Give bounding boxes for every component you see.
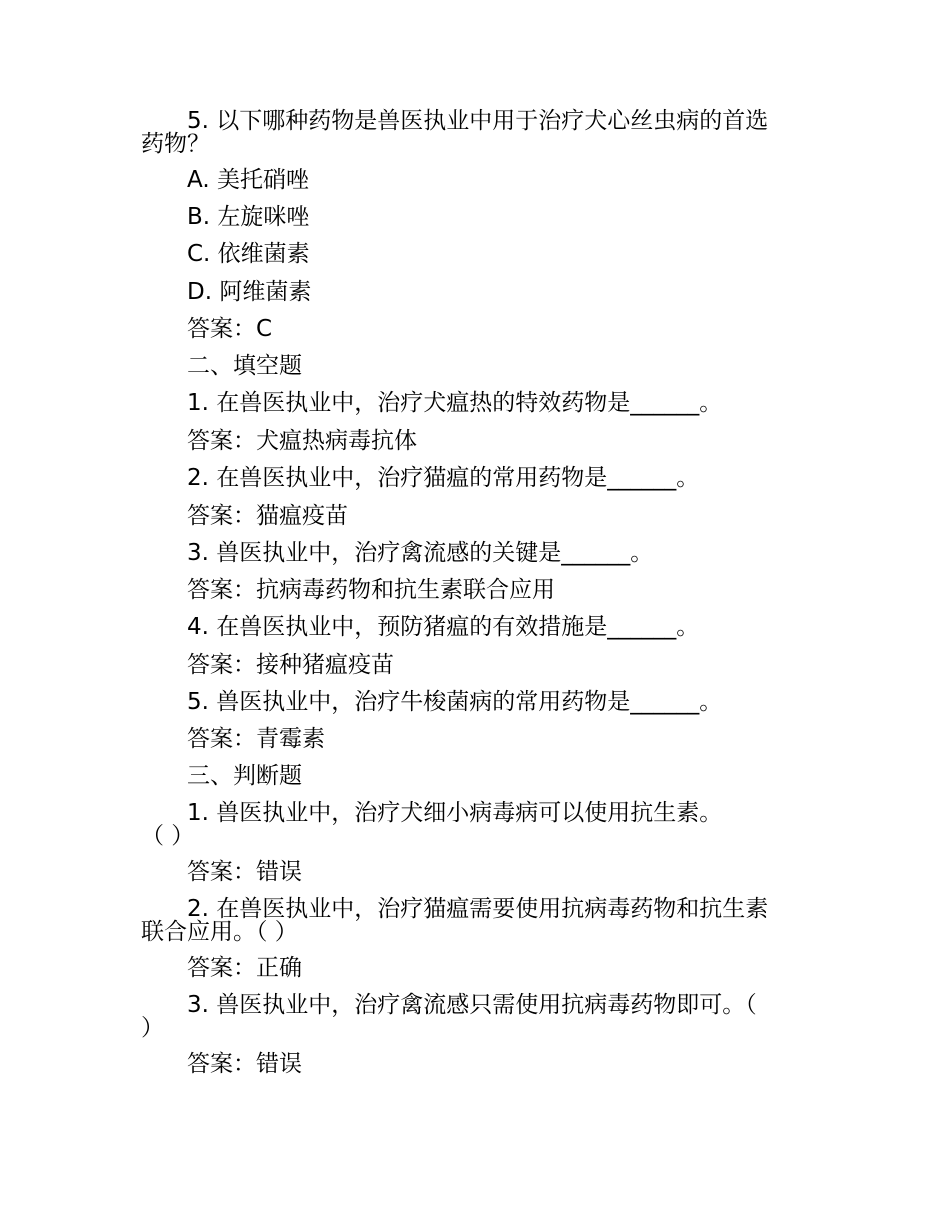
question-text: 1. 兽医执业中，治疗犬细小病毒病可以使用抗生素。 [187, 800, 723, 826]
question-text: 3. 兽医执业中，治疗禽流感只需使用抗病毒药物即可。（ [187, 992, 757, 1018]
answer-text: 答案：正确 [187, 955, 302, 981]
section-heading-fill: 二、填空题 [187, 353, 302, 379]
option-b: B. 左旋咪唑 [187, 204, 310, 230]
answer-text: 答案：错误 [187, 859, 302, 885]
answer-text: 答案：接种猪瘟疫苗 [187, 652, 394, 678]
option-a: A. 美托硝唑 [187, 167, 309, 193]
option-c: C. 依维菌素 [187, 241, 310, 267]
question-text: 2. 在兽医执业中，治疗猫瘟的常用药物是______。 [187, 465, 700, 491]
question-text: 2. 在兽医执业中，治疗猫瘟需要使用抗病毒药物和抗生素 [187, 896, 769, 922]
option-d: D. 阿维菌素 [187, 279, 312, 305]
answer-text: 答案：犬瘟热病毒抗体 [187, 428, 417, 454]
question-text-continued: ） [141, 1015, 164, 1041]
answer-text: 答案：青霉素 [187, 726, 325, 752]
answer-text: 答案：错误 [187, 1051, 302, 1077]
question-text-continued: 药物？ [141, 131, 210, 157]
answer-text: 答案：猫瘟疫苗 [187, 503, 348, 529]
question-text-continued: 联合应用。（ ） [141, 919, 298, 945]
question-text: 5. 以下哪种药物是兽医执业中用于治疗犬心丝虫病的首选 [187, 108, 769, 134]
question-text-continued: （ ） [141, 823, 195, 849]
section-heading-judge: 三、判断题 [187, 763, 302, 789]
question-text: 3. 兽医执业中，治疗禽流感的关键是______。 [187, 540, 654, 566]
question-text: 4. 在兽医执业中，预防猪瘟的有效措施是______。 [187, 614, 700, 640]
question-text: 5. 兽医执业中，治疗牛梭菌病的常用药物是______。 [187, 689, 723, 715]
answer-text: 答案：抗病毒药物和抗生素联合应用 [187, 577, 555, 603]
question-text: 1. 在兽医执业中，治疗犬瘟热的特效药物是______。 [187, 390, 723, 416]
answer-text: 答案：C [187, 316, 273, 342]
